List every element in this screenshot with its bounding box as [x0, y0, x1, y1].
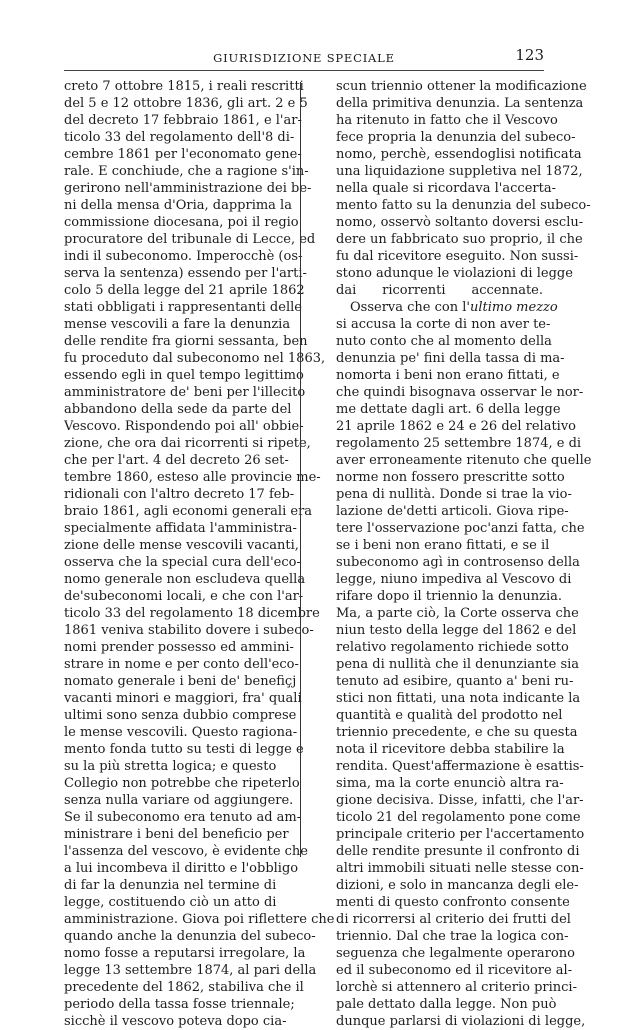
text-line: delle rendite presunte il confronto di — [336, 844, 580, 859]
text-line: nuto conto che al momento della — [336, 334, 552, 349]
text-line: di ricorrersi al criterio dei frutti del — [336, 912, 571, 927]
text-line: fece propria la denunzia del subeco- — [336, 130, 576, 145]
text-line: ministrare i beni del beneficio per — [64, 827, 289, 842]
text-line: Ma, a parte ciò, la Corte osserva che — [336, 606, 579, 621]
text-line: nomo, perchè, essendoglisi notificata — [336, 147, 582, 162]
text-line: niun testo della legge del 1862 e del — [336, 623, 577, 638]
text-line: seguenza che legalmente operarono — [336, 946, 575, 961]
running-header — [64, 45, 544, 73]
text-line: lazione de'detti articoli. Giova ripe- — [336, 504, 569, 519]
text-line: rale. E conchiude, che a ragione s'in- — [64, 164, 309, 179]
text-line: che per l'art. 4 del decreto 26 set- — [64, 453, 289, 468]
text-line: pena di nullità. Donde si trae la vio- — [336, 487, 572, 502]
text-line: del 5 e 12 ottobre 1836, gli art. 2 e 5 — [64, 96, 308, 111]
running-title: GIURISDIZIONE SPECIALE — [213, 51, 395, 65]
text-line: rendita. Quest'affermazione è esattis- — [336, 759, 584, 774]
text-line: scun triennio ottener la modificazione — [336, 79, 587, 94]
text-line: gerirono nell'amministrazione dei be- — [64, 181, 312, 196]
text-line: ultimi sono senza dubbio comprese — [64, 708, 297, 723]
text-line: ticolo 33 del regolamento 18 dicembre — [64, 606, 320, 621]
text-line: su la più stretta logica; e questo — [64, 759, 277, 774]
text-line: specialmente affidata l'amministra- — [64, 521, 297, 536]
text-line: che quindi bisognava osservar le nor- — [336, 385, 584, 400]
text-line: Vescovo. Rispondendo poi all' obbie- — [64, 419, 304, 434]
text-line: ni della mensa d'Oria, dapprima la — [64, 198, 292, 213]
text-line: si accusa la corte di non aver te- — [336, 317, 551, 332]
text-line: dunque parlarsi di violazioni di legge, — [336, 1014, 586, 1029]
text-line: commissione diocesana, poi il regio — [64, 215, 299, 230]
text-line: vacanti minori e maggiori, fra' quali — [64, 691, 302, 706]
text-line: pale dettato dalla legge. Non può — [336, 997, 557, 1012]
text-line: le mense vescovili. Questo ragiona- — [64, 725, 298, 740]
text-line: mense vescovili a fare la denunzia — [64, 317, 291, 332]
left-column — [64, 78, 335, 1030]
text-line: ticolo 33 del regolamento dell'8 di- — [64, 130, 295, 145]
text-line: nomo generale non escludeva quella — [64, 572, 306, 587]
header-rule — [64, 70, 544, 71]
text-line: nomo fosse a reputarsi irregolare, la — [64, 946, 306, 961]
text-line: denunzia pe' fini della tassa di ma- — [336, 351, 565, 366]
text-line: zione delle mense vescovili vacanti, — [64, 538, 299, 553]
text-line: stono adunque le violazioni di legge — [336, 266, 573, 281]
text-line: ed il subeconomo ed il ricevitore al- — [336, 963, 573, 978]
text-line: colo 5 della legge del 21 aprile 1862 — [64, 283, 305, 298]
text-line: nella quale si ricordava l'accerta- — [336, 181, 556, 196]
text-line: ha ritenuto in fatto che il Vescovo — [336, 113, 558, 128]
text-line: cembre 1861 per l'economato gene- — [64, 147, 302, 162]
text-line: serva la sentenza) essendo per l'arti- — [64, 266, 307, 281]
text-line: precedente del 1862, stabiliva che il — [64, 980, 304, 995]
text-line: a lui incombeva il diritto e l'obbligo — [64, 861, 299, 876]
text-line: gione decisiva. Disse, infatti, che l'ar- — [336, 793, 584, 808]
text-line: quando anche la denunzia del subeco- — [64, 929, 316, 944]
text-line: norme non fossero prescritte sotto — [336, 470, 565, 485]
text-line: triennio precedente, e che su questa — [336, 725, 578, 740]
text-line: legge, niuno impediva al Vescovo di — [336, 572, 572, 587]
text-line: di far la denunzia nel termine di — [64, 878, 277, 893]
text-line: regolamento 25 settembre 1874, e di — [336, 436, 582, 451]
text-line: della primitiva denunzia. La sentenza — [336, 96, 584, 111]
text-line: dere un fabbricato suo proprio, il che — [336, 232, 583, 247]
text-line: amministratore de' beni per l'illecito — [64, 385, 306, 400]
text-line: Collegio non potrebbe che ripeterlo — [64, 776, 300, 791]
right-column — [336, 78, 592, 1030]
text-line: osserva che la special cura dell'eco- — [64, 555, 301, 570]
text-line: stati obbligati i rappresentanti delle — [64, 300, 302, 315]
text-line: pena di nullità che il denunziante sia — [336, 657, 580, 672]
column-divider — [300, 82, 301, 857]
text-line: 21 aprile 1862 e 24 e 26 del relativo — [336, 419, 576, 434]
text-line: Se il subeconomo era tenuto ad am- — [64, 810, 302, 825]
text-line: dizioni, e solo in mancanza degli ele- — [336, 878, 579, 893]
text-line: legge 13 settembre 1874, al pari della — [64, 963, 317, 978]
text-line: amministrazione. Giova poi riflettere che — [64, 912, 335, 927]
text-line: essendo egli in quel tempo legittimo — [64, 368, 304, 383]
text-line: ticolo 21 del regolamento pone come — [336, 810, 581, 825]
text-line: legge, costituendo ciò un atto di — [64, 895, 277, 910]
text-line: subeconomo agì in controsenso della — [336, 555, 580, 570]
text-line: periodo della tassa fosse triennale; — [64, 997, 295, 1012]
text-line: procuratore del tribunale di Lecce, ed — [64, 232, 316, 247]
text-line: una liquidazione suppletiva nel 1872, — [336, 164, 583, 179]
text-line: aver erroneamente ritenuto che quelle — [336, 453, 592, 468]
text-line: nomo, osservò soltanto doversi esclu- — [336, 215, 584, 230]
text-line: mento fonda tutto su testi di legge e — [64, 742, 304, 757]
text-line: triennio. Dal che trae la logica con- — [336, 929, 569, 944]
text-line: de'subeconomi locali, e che con l'ar- — [64, 589, 304, 604]
text-line: fu proceduto dal subeconomo nel 1863, — [64, 351, 326, 366]
text-line: abbandono della sede da parte del — [64, 402, 292, 417]
text-line: delle rendite fra giorni sessanta, ben — [64, 334, 308, 349]
text-line: zione, che ora dai ricorrenti si ripete, — [64, 436, 311, 451]
text-line: nomato generale i beni de' benefiçj — [64, 674, 297, 689]
text-line: altri immobili situati nelle stesse con- — [336, 861, 584, 876]
text-line: fu dal ricevitore eseguito. Non sussi- — [336, 249, 579, 264]
text-line: quantità e qualità del prodotto nel — [336, 708, 563, 723]
text-line: ridionali con l'altro decreto 17 feb- — [64, 487, 295, 502]
text-line: rifare dopo il triennio la denunzia. — [336, 589, 563, 604]
text-line: lorchè si attennero al criterio princi- — [336, 980, 577, 995]
text-line: 1861 veniva stabilito dovere i subeco- — [64, 623, 314, 638]
text-line: tere l'osservazione poc'anzi fatta, che — [336, 521, 585, 536]
text-line: nomi prender possesso ed ammini- — [64, 640, 294, 655]
text-line: stici non fittati, una nota indicante la — [336, 691, 581, 706]
text-line: l'assenza del vescovo, è evidente che — [64, 844, 308, 859]
text-line: mento fatto su la denunzia del subeco- — [336, 198, 591, 213]
text-line: se i beni non erano fittati, e se il — [336, 538, 550, 553]
text-line: del decreto 17 febbraio 1861, e l'ar- — [64, 113, 302, 128]
text-line: Osserva che con l'ultimo mezzo — [350, 300, 558, 315]
text-line: indi il subeconomo. Imperocchè (os- — [64, 249, 303, 264]
text-line: sima, ma la corte enunciò altra ra- — [336, 776, 564, 791]
page-number: 123 — [515, 46, 544, 64]
text-line: braio 1861, agli economi generali era — [64, 504, 313, 519]
text-line: principale criterio per l'accertamento — [336, 827, 585, 842]
text-line: dai ricorrenti accennate. — [336, 283, 543, 298]
text-line: me dettate dagli art. 6 della legge — [336, 402, 561, 417]
text-line: tenuto ad esibire, quanto a' beni ru- — [336, 674, 574, 689]
text-line: relativo regolamento richiede sotto — [336, 640, 569, 655]
text-line: menti di questo confronto consente — [336, 895, 570, 910]
text-line: creto 7 ottobre 1815, i reali rescritti — [64, 79, 304, 94]
text-line: strare in nome e per conto dell'eco- — [64, 657, 299, 672]
text-line: sicchè il vescovo poteva dopo cia- — [64, 1014, 287, 1029]
text-line: senza nulla variare od aggiungere. — [64, 793, 294, 808]
text-line: nota il ricevitore debba stabilire la — [336, 742, 565, 757]
text-line: tembre 1860, esteso alle provincie me- — [64, 470, 321, 485]
text-line: nomorta i beni non erano fittati, e — [336, 368, 560, 383]
